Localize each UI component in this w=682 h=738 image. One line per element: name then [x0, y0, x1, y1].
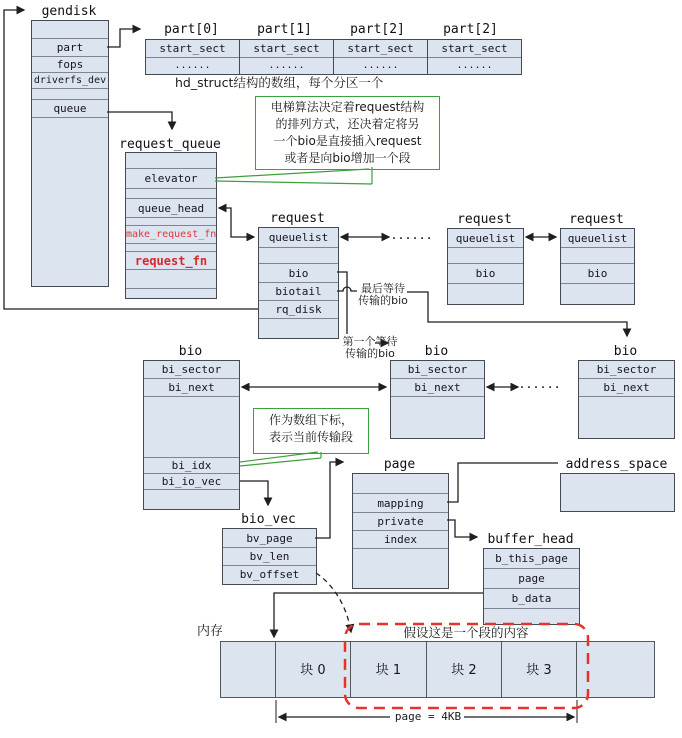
struct-title-request2: request: [457, 212, 512, 227]
field-bv-len: bv_len: [223, 548, 316, 566]
field-bio: bio: [561, 264, 634, 284]
field-empty: [448, 248, 523, 264]
field-empty: [126, 270, 216, 289]
field-part: part: [32, 39, 108, 57]
field-bi-sector: bi_sector: [144, 361, 239, 379]
part-array: [145, 39, 522, 75]
field-empty: [391, 397, 484, 438]
note-line: 表示当前传输段: [268, 430, 353, 444]
field-start-sect: start_sect: [334, 40, 427, 58]
callout-wedge-elevator-a: [215, 169, 369, 178]
struct-title-bio-vec: bio_vec: [241, 512, 296, 527]
field-empty: [32, 118, 108, 286]
field-ellipsis: ......: [428, 58, 521, 74]
field-rq-disk: rq_disk: [259, 301, 338, 319]
line-mapping-to-addressspace: [447, 463, 558, 502]
struct-address-space: [560, 473, 675, 512]
field-mapping: mapping: [353, 494, 448, 513]
field-empty: [353, 474, 448, 494]
field-bi-next: bi_next: [579, 379, 674, 397]
field-empty: [579, 397, 674, 438]
struct-title-bio1: bio: [178, 344, 203, 359]
field-bi-sector: bi_sector: [579, 361, 674, 379]
field-request-fn: request_fn: [126, 252, 216, 270]
note-bi-idx: [253, 408, 369, 454]
memory-cell-block1: 块 1: [351, 641, 427, 698]
field-driverfs-dev: driverfs_dev: [32, 73, 108, 89]
struct-bio2: [390, 360, 485, 439]
field-bv-page: bv_page: [223, 529, 316, 548]
part-array-col-3: [428, 40, 521, 74]
label-line: 传输的bio: [345, 346, 395, 360]
arrow-biiovec-to-biovec: [240, 481, 268, 505]
field-empty: [448, 284, 523, 304]
struct-page: [352, 473, 449, 589]
struct-buffer-head: [483, 548, 580, 625]
field-empty: [126, 189, 216, 199]
ellipsis-request-chain: ......: [391, 231, 434, 242]
note-line: 一个bio是直接插入request: [273, 134, 422, 148]
struct-title-request-queue: request_queue: [119, 137, 221, 152]
struct-title-bio2: bio: [424, 344, 449, 359]
struct-title-address-space: address_space: [565, 457, 668, 472]
note-line: 电梯算法决定着request结构: [270, 100, 425, 114]
struct-title-buffer-head: buffer_head: [487, 532, 574, 547]
struct-request3: [560, 228, 635, 305]
field-ellipsis: ......: [334, 58, 427, 74]
field-empty: [353, 549, 448, 588]
field-empty: [126, 289, 216, 298]
field-bi-next: bi_next: [144, 379, 239, 397]
field-empty: [32, 21, 108, 39]
memory-cell-block3: 块 3: [502, 641, 577, 698]
field-b-this-page: b_this_page: [484, 549, 579, 569]
field-queuelist: queuelist: [561, 229, 634, 248]
arrow-part-to-array: [107, 29, 140, 47]
field-fops: fops: [32, 57, 108, 73]
memory-cell-empty: [577, 641, 655, 698]
field-empty: [126, 244, 216, 252]
field-bio: bio: [259, 264, 338, 283]
field-bi-sector: bi_sector: [391, 361, 484, 379]
field-empty: [126, 218, 216, 226]
struct-title-bio3: bio: [613, 344, 638, 359]
field-empty: [561, 284, 634, 304]
field-bi-next: bi_next: [391, 379, 484, 397]
part-array-col-0: [146, 40, 240, 74]
label-line: 传输的bio: [358, 293, 408, 307]
note-line: 的排列方式，还决着定将另: [275, 117, 420, 131]
struct-title-request3: request: [569, 212, 624, 227]
field-elevator: elevator: [126, 169, 216, 189]
callout-wedge-biidx-b: [240, 458, 321, 466]
field-empty: [259, 319, 338, 338]
field-biotail: biotail: [259, 283, 338, 301]
part-array-col-2: [334, 40, 428, 74]
struct-bio3: [578, 360, 675, 439]
struct-request2: [447, 228, 524, 305]
field-empty: [144, 397, 239, 458]
field-start-sect: start_sect: [428, 40, 521, 58]
note-line: 作为数组下标，: [268, 413, 353, 427]
field-queuelist: queuelist: [448, 229, 523, 248]
field-empty: [561, 248, 634, 264]
field-empty: [32, 89, 108, 100]
struct-gendisk: [31, 20, 109, 287]
arrow-queue-to-requestqueue: [107, 112, 172, 129]
field-ellipsis: ......: [146, 58, 239, 74]
struct-request-queue: [125, 152, 217, 299]
part-array-caption: hd_struct结构的数组，每个分区一个: [175, 75, 384, 90]
struct-title-gendisk: gendisk: [41, 4, 97, 19]
arrow-private-to-bufferhead: [447, 520, 477, 537]
field-bv-offset: bv_offset: [223, 566, 316, 584]
field-start-sect: start_sect: [240, 40, 333, 58]
part-array-header-1: part[1]: [257, 22, 312, 37]
field-page: page: [484, 569, 579, 589]
field-empty: [561, 474, 674, 511]
field-queue-head: queue_head: [126, 199, 216, 218]
struct-title-page: page: [383, 457, 416, 472]
part-array-header-0: part[0]: [164, 22, 219, 37]
field-queue: queue: [32, 100, 108, 118]
label-line: 第一个等待: [342, 335, 398, 348]
struct-request1: [258, 227, 339, 339]
arrow-bvoffset-dashed: [316, 573, 351, 632]
label-memory: 内存: [196, 624, 223, 639]
part-array-col-1: [240, 40, 334, 74]
arrow-bvpage-to-page: [315, 462, 343, 538]
field-index: index: [353, 531, 448, 549]
note-line: 或者是向bio增加一个段: [284, 151, 411, 165]
field-empty: [126, 153, 216, 169]
field-ellipsis: ......: [240, 58, 333, 74]
struct-title-request1: request: [270, 211, 325, 226]
field-start-sect: start_sect: [146, 40, 239, 58]
label-page-size: page = 4KB: [394, 710, 462, 723]
callout-wedge-elevator-b: [215, 181, 372, 184]
field-bio: bio: [448, 264, 523, 284]
field-b-data: b_data: [484, 589, 579, 609]
struct-bio-vec: [222, 528, 317, 585]
memory-bar: [220, 641, 655, 698]
field-private: private: [353, 513, 448, 531]
field-bi-io-vec: bi_io_vec: [144, 474, 239, 490]
struct-bio1: [143, 360, 240, 510]
arrow-queuehead-queuelist: [219, 208, 254, 237]
memory-cell-block0: 块 0: [276, 641, 351, 698]
field-empty: [144, 490, 239, 509]
field-bi-idx: bi_idx: [144, 458, 239, 474]
field-make-request-fn: make_request_fn: [126, 226, 216, 244]
part-array-header-3: part[2]: [443, 22, 498, 37]
label-segment-content: 假设这是一个段的内容: [403, 625, 529, 640]
ellipsis-bio-chain: ......: [519, 380, 562, 391]
label-last-waiting-bio: [353, 283, 413, 306]
field-empty: [484, 609, 579, 624]
field-empty: [259, 248, 338, 264]
part-array-header-2: part[2]: [350, 22, 405, 37]
label-line: 最后等待: [361, 282, 405, 295]
memory-cell-block2: 块 2: [427, 641, 502, 698]
memory-cell-empty: [220, 641, 276, 698]
note-elevator-algorithm: [255, 96, 440, 170]
field-queuelist: queuelist: [259, 228, 338, 248]
